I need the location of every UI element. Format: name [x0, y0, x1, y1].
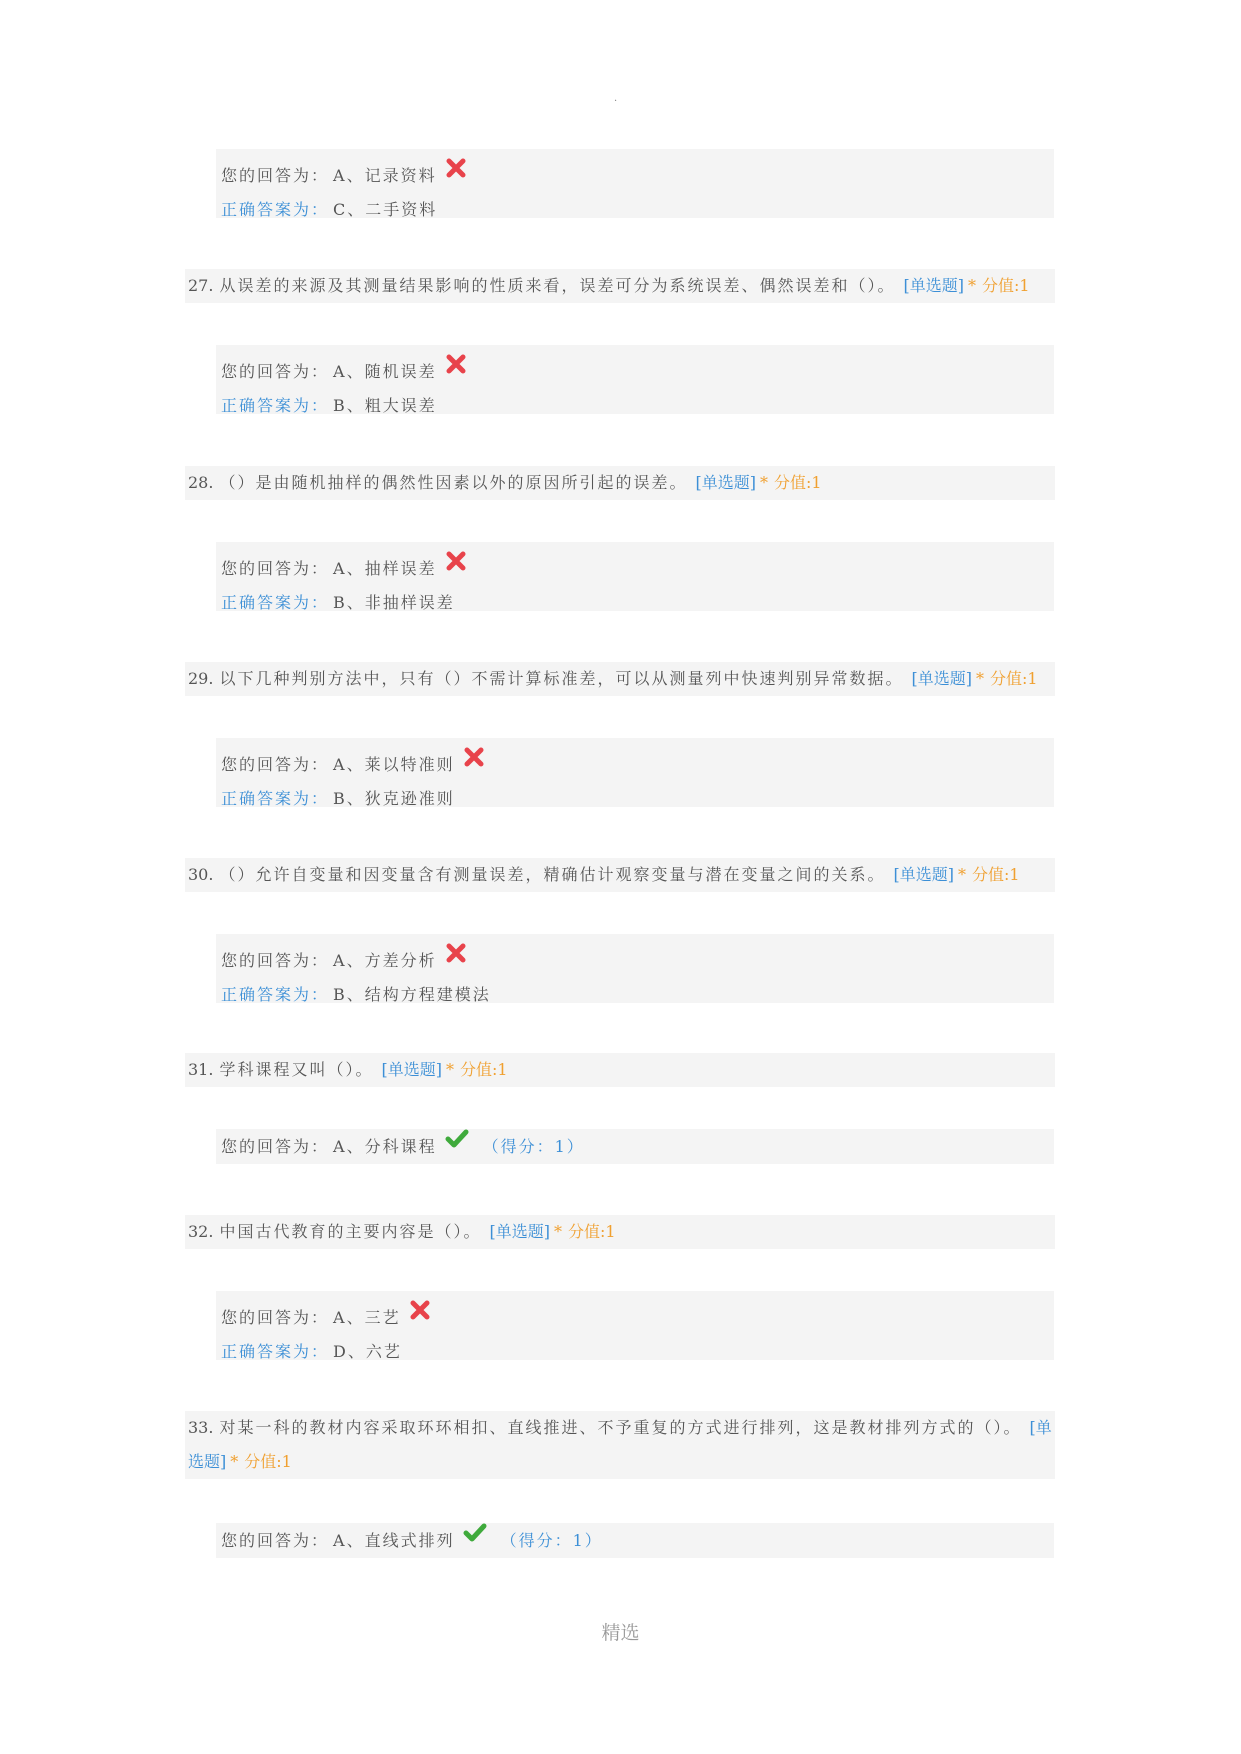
question-text: （）允许自变量和因变量含有测量误差，精确估计观察变量与潜在变量之间的关系。 [219, 865, 886, 884]
correct-answer-value: B、结构方程建模法 [333, 985, 491, 1004]
question-number: 32. [188, 1222, 214, 1241]
question-text: 对某一科的教材内容采取环环相扣、直线推进、不予重复的方式进行排列，这是教材排列方式的（）。 [219, 1418, 1022, 1437]
score-text: （得分：1） [482, 1137, 585, 1156]
answer-block [216, 542, 1054, 611]
correct-answer-label: 正确答案为： [221, 1342, 330, 1361]
correct-answer-value: B、狄克逊准则 [333, 789, 455, 808]
page-footer: 精选 [601, 1622, 640, 1644]
correct-answer-value: C、二手资料 [333, 200, 438, 219]
required-star: * [957, 865, 968, 884]
score-text: （得分：1） [500, 1531, 603, 1550]
your-answer-label: 您的回答为： [221, 559, 330, 578]
check-icon [463, 1522, 485, 1544]
your-answer-row [221, 1524, 1054, 1558]
your-answer-value: A、随机误差 [333, 362, 437, 381]
answer-block [216, 1129, 1054, 1164]
required-star: * [230, 1452, 241, 1471]
your-answer-row [221, 552, 1054, 586]
your-answer-label: 您的回答为： [221, 1531, 330, 1550]
question-number: 31. [188, 1060, 214, 1079]
required-star: * [759, 473, 770, 492]
correct-answer-row [221, 782, 1054, 816]
question-row [185, 858, 1055, 892]
question-score: 分值:1 [773, 473, 822, 492]
your-answer-label: 您的回答为： [221, 951, 330, 970]
your-answer-row [221, 748, 1054, 782]
question-number: 33. [188, 1418, 214, 1437]
question-row [185, 1215, 1055, 1249]
question-number: 30. [188, 865, 214, 884]
question-score: 分值:1 [989, 669, 1038, 688]
page-marker: · [614, 96, 618, 107]
required-star: * [553, 1222, 564, 1241]
your-answer-value: A、莱以特准则 [333, 755, 455, 774]
correct-answer-value: B、非抽样误差 [333, 593, 455, 612]
question-row [185, 466, 1055, 500]
question-score: 分值:1 [971, 865, 1020, 884]
your-answer-value: A、记录资料 [333, 166, 437, 185]
question-text: 从误差的来源及其测量结果影响的性质来看，误差可分为系统误差、偶然误差和（）。 [219, 276, 896, 295]
correct-answer-row [221, 193, 1054, 227]
correct-answer-label: 正确答案为： [221, 200, 330, 219]
correct-answer-label: 正确答案为： [221, 396, 330, 415]
correct-answer-label: 正确答案为： [221, 593, 330, 612]
question-type-link[interactable]: [单选题] [903, 276, 964, 295]
your-answer-value: A、抽样误差 [333, 559, 437, 578]
correct-answer-value: D、六艺 [333, 1342, 402, 1361]
your-answer-label: 您的回答为： [221, 166, 330, 185]
answer-block [216, 738, 1054, 807]
correct-answer-row [221, 978, 1054, 1012]
your-answer-label: 您的回答为： [221, 1137, 330, 1156]
question-number: 27. [188, 276, 214, 295]
your-answer-value: A、方差分析 [333, 951, 437, 970]
wrong-icon [445, 942, 467, 964]
question-type-link[interactable]: [单选题] [911, 669, 972, 688]
correct-answer-row [221, 1335, 1054, 1369]
question-type-link[interactable]: [单选题] [188, 1418, 1052, 1471]
your-answer-value: A、三艺 [333, 1308, 401, 1327]
your-answer-value: A、直线式排列 [333, 1531, 455, 1550]
wrong-icon [445, 353, 467, 375]
answer-block [216, 149, 1054, 218]
question-row [185, 269, 1055, 303]
check-icon [445, 1128, 467, 1150]
required-star: * [967, 276, 978, 295]
correct-answer-row [221, 389, 1054, 423]
your-answer-label: 您的回答为： [221, 1308, 330, 1327]
answer-block [216, 934, 1054, 1003]
answer-block [216, 345, 1054, 414]
your-answer-row [221, 355, 1054, 389]
question-score: 分值:1 [981, 276, 1030, 295]
question-row [185, 662, 1055, 696]
question-row [185, 1053, 1055, 1087]
wrong-icon [445, 550, 467, 572]
correct-answer-label: 正确答案为： [221, 985, 330, 1004]
your-answer-row [221, 944, 1054, 978]
question-number: 28. [188, 473, 214, 492]
your-answer-row [221, 159, 1054, 193]
your-answer-value: A、分科课程 [333, 1137, 437, 1156]
question-text: （）是由随机抽样的偶然性因素以外的原因所引起的误差。 [219, 473, 688, 492]
question-text: 以下几种判别方法中，只有（）不需计算标准差，可以从测量列中快速判别异常数据。 [219, 669, 904, 688]
question-type-link[interactable]: [单选题] [695, 473, 756, 492]
answer-block [216, 1523, 1054, 1558]
answer-block [216, 1291, 1054, 1360]
correct-answer-label: 正确答案为： [221, 789, 330, 808]
correct-answer-value: B、粗大误差 [333, 396, 437, 415]
question-number: 29. [188, 669, 214, 688]
correct-answer-row [221, 586, 1054, 620]
required-star: * [975, 669, 986, 688]
wrong-icon [463, 746, 485, 768]
question-text: 中国古代教育的主要内容是（）。 [219, 1222, 482, 1241]
question-type-link[interactable]: [单选题] [381, 1060, 442, 1079]
question-type-link[interactable]: [单选题] [489, 1222, 550, 1241]
question-score: 分值:1 [459, 1060, 508, 1079]
required-star: * [445, 1060, 456, 1079]
wrong-icon [409, 1299, 431, 1321]
question-type-link[interactable]: [单选题] [893, 865, 954, 884]
question-row [185, 1411, 1055, 1479]
your-answer-row [221, 1301, 1054, 1335]
your-answer-row [221, 1130, 1054, 1164]
your-answer-label: 您的回答为： [221, 755, 330, 774]
question-score: 分值:1 [244, 1452, 292, 1471]
your-answer-label: 您的回答为： [221, 362, 330, 381]
question-text: 学科课程又叫（）。 [219, 1060, 374, 1079]
question-score: 分值:1 [567, 1222, 616, 1241]
wrong-icon [445, 157, 467, 179]
